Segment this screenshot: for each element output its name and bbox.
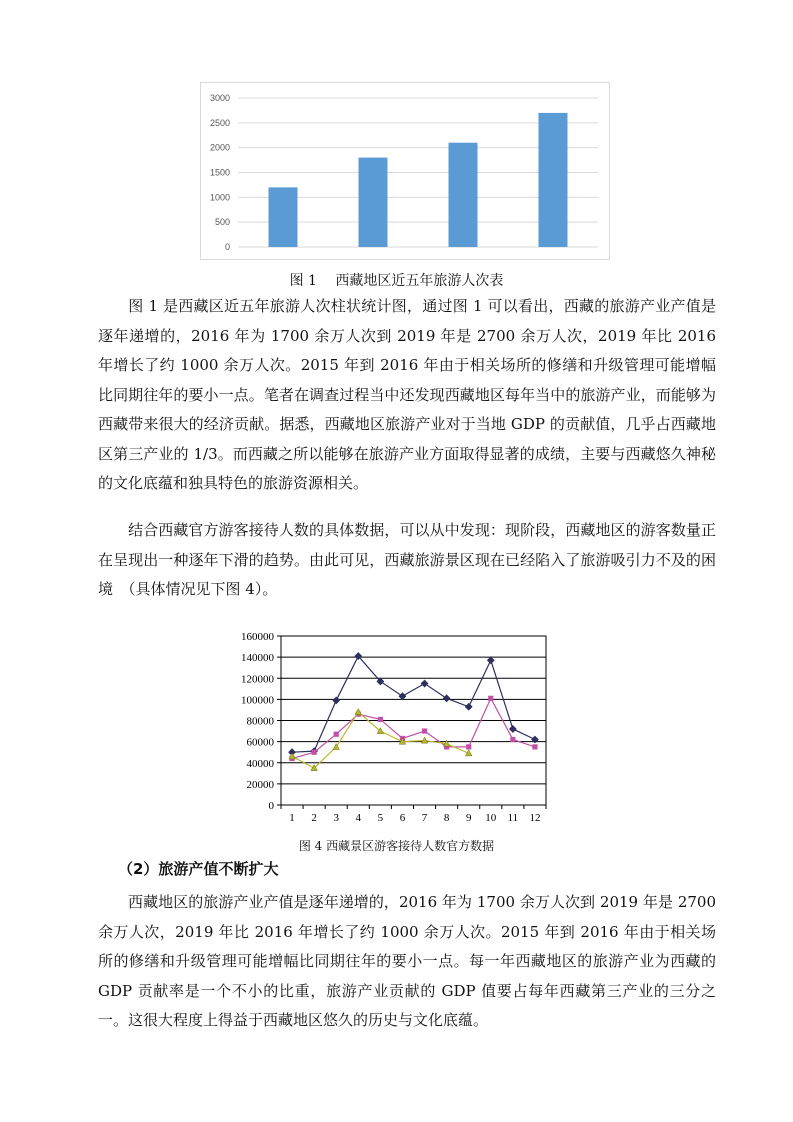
section-heading: （2）旅游产值不断扩大 [118, 860, 279, 878]
x-tick-label: 3 [333, 812, 339, 824]
y-tick-label: 2000 [209, 142, 230, 153]
x-tick-label: 12 [529, 812, 541, 824]
y-tick-label: 40000 [246, 757, 274, 770]
y-tick-label: 120000 [241, 673, 274, 686]
y-tick-label: 0 [268, 800, 274, 812]
x-tick-label: 7 [421, 812, 428, 824]
data-point [333, 697, 339, 703]
series-line [292, 698, 535, 758]
x-tick-label: 1 [289, 812, 295, 824]
data-point [399, 693, 405, 699]
x-tick-label: 11 [507, 812, 519, 824]
x-tick-label: 8 [443, 812, 450, 824]
y-tick-label: 3000 [209, 93, 230, 103]
data-point [466, 744, 471, 749]
paragraph-3 [98, 888, 716, 1036]
bar [539, 113, 568, 247]
series [289, 653, 538, 756]
paragraph-2-text: 结合西藏官方游客接待人数的具体数据，可以从中发现：现阶段，西藏地区的游客数量正在呈现出一种逐年下滑的趋势。由此可见，西藏旅游景区现在已经陷入了旅游吸引力不及的困境 （具体情况见下图 4）。 [98, 521, 716, 598]
y-tick-label: 0 [224, 242, 230, 252]
y-tick-label: 2500 [209, 117, 230, 128]
x-tick-label: 4 [355, 812, 362, 824]
figure1-caption: 图 1 西藏地区近五年旅游人次表 [289, 273, 504, 289]
data-point [510, 737, 515, 742]
data-point [488, 657, 494, 663]
data-point [488, 696, 493, 701]
paragraph-2 [98, 516, 716, 605]
bar [359, 158, 388, 247]
data-point [378, 717, 383, 722]
x-tick-label: 10 [485, 812, 497, 824]
y-tick-label: 140000 [241, 652, 274, 665]
data-point [312, 750, 317, 755]
figure4-line-chart [228, 630, 558, 830]
paragraph-1-text: 图 1 是西藏区近五年旅游人次柱状统计图，通过图 1 可以看出，西藏的旅游产业产值是逐年递增的，2016 年为 1700 余万人次到 2019 年是 2700 余万人次，2019 年比 2016 年增长了约 1000 余万人次。2015 年到 2016 年由于相关场所的修缮和升级管理可能增幅比同期往年的要小一点。笔者在调查过程当中还发现西藏地区每年当中的旅游产业，而能够为西藏带来很大的经济贡献。据悉，西藏地区旅游产业对于当地 GDP 的贡献值，几乎占西藏地区第三产业的 1/3。而西藏之所以能够在旅游产业方面取得显著的成绩，主要与西藏悠久神秘的文化底蕴和独具特色的旅游资源相关。 [98, 297, 716, 492]
y-tick-label: 1500 [209, 167, 230, 178]
x-tick-label: 5 [377, 812, 384, 824]
data-point [421, 680, 427, 686]
x-tick-label: 2 [311, 812, 317, 824]
bar [449, 143, 478, 247]
y-tick-label: 100000 [241, 694, 274, 707]
y-tick-label: 1000 [209, 192, 230, 203]
series-line [292, 656, 535, 752]
data-point [422, 728, 427, 733]
figure4-caption: 图 4 西藏景区游客接待人数官方数据 [298, 839, 495, 853]
data-point [466, 704, 472, 710]
paragraph-1 [98, 292, 716, 499]
data-point [510, 726, 516, 732]
y-tick-label: 60000 [246, 736, 274, 749]
paragraph-3-text: 西藏地区的旅游产业产值是逐年递增的，2016 年为 1700 余万人次到 2019 年是 2700 余万人次，2019 年比 2016 年增长了约 1000 余万人次。2015 年到 2016 年由于相关场所的修缮和升级管理可能增幅比同期往年的要小一点。每一年西藏地区的旅游产业为西藏的 GDP 贡献率是一个不小的比重，旅游产业贡献的 GDP 值要占每年西藏第三产业的三分之一。这很大程度上得益于西藏地区悠久的历史与文化底蕴。 [98, 893, 716, 1029]
series [289, 696, 537, 761]
figure1-bar-chart [200, 82, 610, 260]
data-point [532, 744, 537, 749]
y-tick-label: 500 [214, 217, 230, 228]
y-tick-label: 20000 [246, 778, 274, 791]
x-tick-label: 9 [465, 812, 472, 824]
data-point [443, 695, 449, 701]
bar [269, 187, 298, 247]
x-tick-label: 6 [399, 812, 406, 824]
data-point [334, 732, 339, 737]
y-tick-label: 80000 [246, 715, 274, 728]
y-tick-label: 160000 [241, 631, 274, 643]
